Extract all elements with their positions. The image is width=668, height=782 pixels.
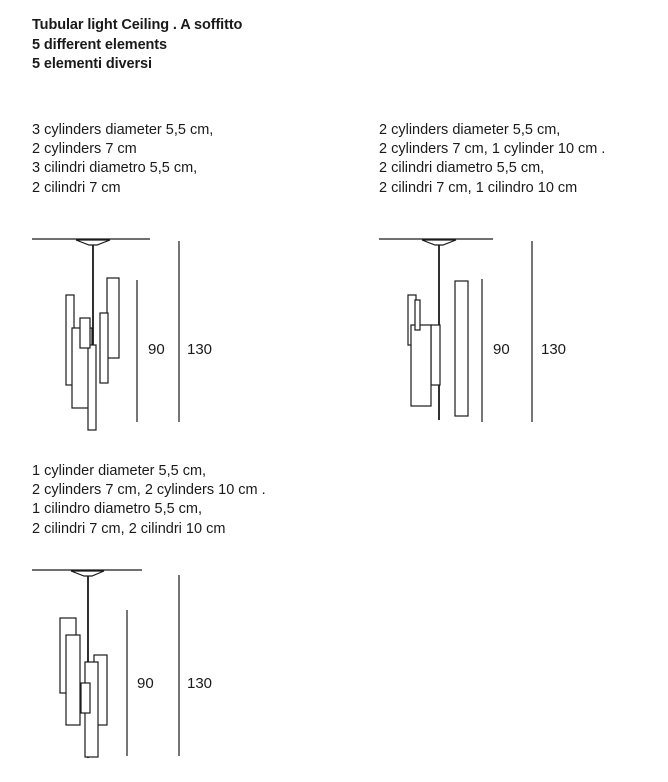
dim-outer-3: 130 <box>187 675 213 692</box>
config-1-line-1: 3 cylinders diameter 5,5 cm, <box>32 122 214 138</box>
config-1-line-2: 2 cylinders 7 cm <box>32 141 137 158</box>
subtitle-italian: 5 elementi diversi <box>32 56 152 72</box>
dim-outer-2: 130 <box>541 341 567 358</box>
config-3-line-4: 2 cilindri 7 cm, 2 cilindri 10 cm <box>32 520 226 537</box>
cylinder-3b <box>66 635 80 725</box>
config-3-line-2: 2 cylinders 7 cm, 2 cylinders 10 cm . <box>32 482 266 499</box>
config-3-line-1: 1 cylinder diameter 5,5 cm, <box>32 463 207 479</box>
dim-inner-1: 90 <box>148 341 165 358</box>
canopy-3 <box>71 571 104 576</box>
config-1-line-4: 2 cilindri 7 cm <box>32 179 121 196</box>
page-title: Tubular light Ceiling . A soffitto <box>32 17 243 33</box>
dim-inner-2: 90 <box>493 341 510 358</box>
config-2-line-2: 2 cylinders 7 cm, 1 cylinder 10 cm . <box>379 141 606 158</box>
dim-inner-3: 90 <box>137 675 154 692</box>
config-2-line-1: 2 cylinders diameter 5,5 cm, <box>379 122 561 138</box>
subtitle-english: 5 different elements <box>32 36 167 53</box>
config-3-line-3: 1 cilindro diametro 5,5 cm, <box>32 501 203 518</box>
config-2-line-4: 2 cilindri 7 cm, 1 cilindro 10 cm <box>379 179 578 196</box>
config-2-line-3: 2 cilindri diametro 5,5 cm, <box>379 160 545 177</box>
cylinder-3e <box>81 683 90 713</box>
config-1-line-3: 3 cilindri diametro 5,5 cm, <box>32 160 198 177</box>
dim-outer-1: 130 <box>187 341 213 358</box>
